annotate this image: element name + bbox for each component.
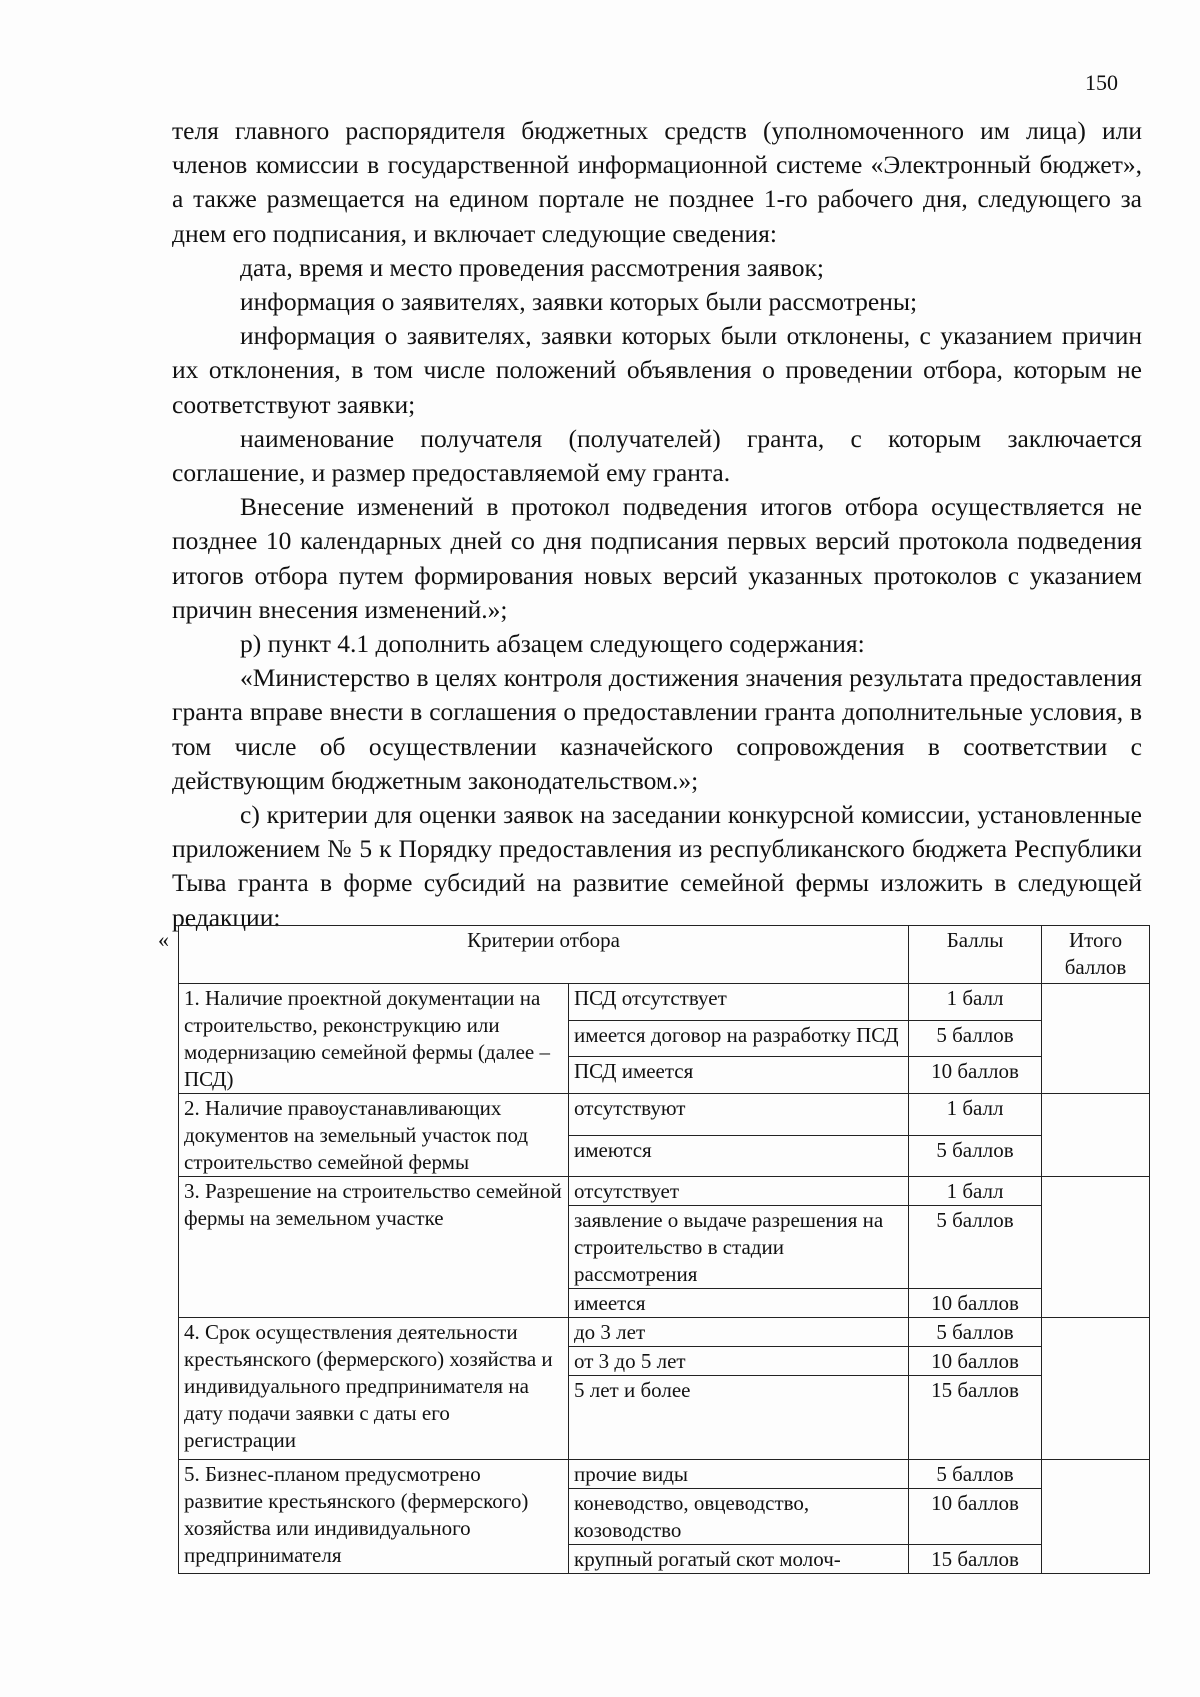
points-cell: 10 баллов [909,1289,1042,1318]
criterion-cell: 4. Срок осуществления деятельности крестьянского (фермерского) хозяйства и индивидуального предпринимателя на дату подачи заявки с даты его регистрации [179,1318,569,1460]
table-row [179,1094,1150,1136]
total-cell [1042,1460,1150,1574]
option-cell: отсутствует [569,1177,909,1206]
option-cell: заявление о выдаче разрешения на строительство в стадии рассмотрения [569,1206,909,1289]
points-cell: 15 баллов [909,1545,1042,1574]
total-cell [1042,1318,1150,1460]
table-row [179,1318,1150,1347]
option-cell: 5 лет и более [569,1376,909,1460]
points-cell: 1 балл [909,1094,1042,1136]
option-cell: имеется договор на разработку ПСД [569,1020,909,1057]
body-text [172,114,1142,935]
paragraph: р) пункт 4.1 дополнить абзацем следующего содержания: [240,629,865,659]
criterion-cell: 1. Наличие проектной документации на строительство, реконструкцию или модернизацию семейной фермы (далее – ПСД) [179,984,569,1094]
header-total: Итого баллов [1042,926,1150,984]
table-header-row [179,926,1150,984]
option-cell: имеются [569,1135,909,1177]
paragraph: с) критерии для оценки заявок на заседании конкурсной комиссии, установленные приложением № 5 к Порядку предоставления из республиканского бюджета Республики Тыва гранта в форме субсидий на развитие семейной фермы изложить в следующей редакции: [172,800,1142,932]
option-cell: до 3 лет [569,1318,909,1347]
header-points: Баллы [909,926,1042,984]
total-cell [1042,1177,1150,1318]
table-row [179,1460,1150,1489]
option-cell: коневодство, овцеводство, козоводство [569,1489,909,1545]
option-cell: крупный рогатый скот молоч- [569,1545,909,1574]
points-cell: 5 баллов [909,1020,1042,1057]
page-number: 150 [1085,70,1118,95]
points-cell: 1 балл [909,1177,1042,1206]
table-row [179,1177,1150,1206]
paragraph: Внесение изменений в протокол подведения итогов отбора осуществляется не позднее 10 календарных дней со дня подписания первых версий протокола подведения итогов отбора путем формирования новых версий указанных протоколов с указанием причин внесения изменений.»; [172,492,1142,624]
option-cell: отсутствуют [569,1094,909,1136]
points-cell: 5 баллов [909,1318,1042,1347]
total-cell [1042,984,1150,1094]
criteria-table [178,925,1150,1574]
criterion-cell: 2. Наличие правоустанавливающих документов на земельный участок под строительство семейной фермы [179,1094,569,1177]
criterion-cell: 5. Бизнес-планом предусмотрено развитие крестьянского (фермерского) хозяйства или индивидуального предпринимателя [179,1460,569,1574]
paragraph: информация о заявителях, заявки которых были отклонены, с указанием причин их отклонения, в том числе положений объявления о проведении отбора, которым не соответствуют заявки; [172,321,1142,419]
points-cell: 10 баллов [909,1489,1042,1545]
option-cell: ПСД отсутствует [569,984,909,1021]
paragraph: теля главного распорядителя бюджетных средств (уполномоченного им лица) или членов комиссии в государственной информационной системе «Электронный бюджет», а также размещается на едином портале не позднее 1-го рабочего дня, следующего за днем его подписания, и включает следующие сведения: [172,116,1142,248]
table-open-quote: « [158,927,169,952]
option-cell: имеется [569,1289,909,1318]
points-cell: 1 балл [909,984,1042,1021]
criterion-cell: 3. Разрешение на строительство семейной фермы на земельном участке [179,1177,569,1318]
points-cell: 15 баллов [909,1376,1042,1460]
points-cell: 10 баллов [909,1057,1042,1094]
points-cell: 5 баллов [909,1460,1042,1489]
points-cell: 5 баллов [909,1135,1042,1177]
option-cell: прочие виды [569,1460,909,1489]
points-cell: 5 баллов [909,1206,1042,1289]
option-cell: от 3 до 5 лет [569,1347,909,1376]
paragraph: наименование получателя (получателей) гранта, с которым заключается соглашение, и размер предоставляемой ему гранта. [172,423,1142,488]
points-cell: 10 баллов [909,1347,1042,1376]
header-criteria: Критерии отбора [179,926,909,984]
paragraph: информация о заявителях, заявки которых были рассмотрены; [240,287,918,317]
table-row [179,984,1150,1021]
paragraph: дата, время и место проведения рассмотрения заявок; [240,252,824,282]
paragraph: «Министерство в целях контроля достижения значения результата предоставления гранта вправе внести в соглашения о предоставлении гранта дополнительные условия, в том числе об осуществлении казначейского сопровождения в соответствии с действующим бюджетным законодательством.»; [172,663,1142,795]
total-cell [1042,1094,1150,1177]
option-cell: ПСД имеется [569,1057,909,1094]
